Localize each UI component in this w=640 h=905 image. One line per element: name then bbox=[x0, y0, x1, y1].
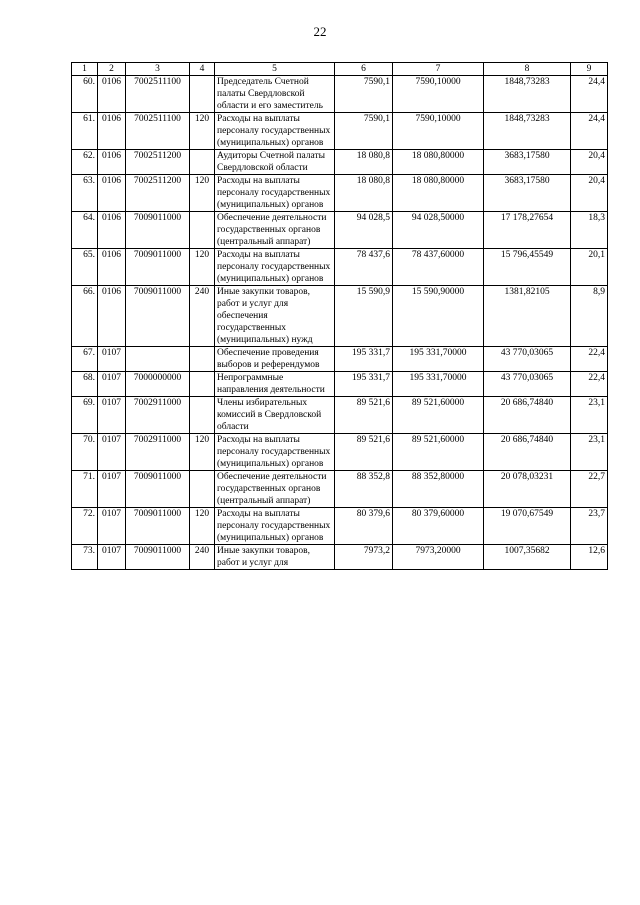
plan-amount-cell: 15 590,9 bbox=[335, 286, 393, 347]
plan-amount-cell: 89 521,6 bbox=[335, 434, 393, 471]
target-code-cell: 7002511200 bbox=[126, 175, 190, 212]
target-code-cell: 7000000000 bbox=[126, 372, 190, 397]
expense-type-cell bbox=[190, 150, 215, 175]
table-row bbox=[72, 372, 608, 397]
expense-type-cell: 240 bbox=[190, 545, 215, 570]
adjusted-amount-cell: 88 352,80000 bbox=[393, 471, 484, 508]
execution-percent-cell: 23,1 bbox=[571, 434, 608, 471]
target-code-cell: 7002511100 bbox=[126, 76, 190, 113]
target-code-cell: 7009011000 bbox=[126, 471, 190, 508]
table-row bbox=[72, 397, 608, 434]
plan-amount-cell: 18 080,8 bbox=[335, 175, 393, 212]
plan-amount-cell: 88 352,8 bbox=[335, 471, 393, 508]
plan-amount-cell: 195 331,7 bbox=[335, 347, 393, 372]
row-number-cell: 69. bbox=[72, 397, 98, 434]
section-code-cell: 0106 bbox=[98, 113, 126, 150]
target-code-cell: 7002511100 bbox=[126, 113, 190, 150]
adjusted-amount-cell: 7973,20000 bbox=[393, 545, 484, 570]
table-row bbox=[72, 545, 608, 570]
section-code-cell: 0107 bbox=[98, 372, 126, 397]
expense-type-cell: 120 bbox=[190, 508, 215, 545]
plan-amount-cell: 89 521,6 bbox=[335, 397, 393, 434]
executed-amount-cell: 17 178,27654 bbox=[484, 212, 571, 249]
row-number-cell: 66. bbox=[72, 286, 98, 347]
row-number-cell: 71. bbox=[72, 471, 98, 508]
row-number-cell: 61. bbox=[72, 113, 98, 150]
item-name-cell: Иные закупки товаров, работ и услуг для bbox=[215, 545, 335, 570]
target-code-cell: 7009011000 bbox=[126, 249, 190, 286]
item-name-cell: Расходы на выплаты персоналу государственных (муниципальных) органов bbox=[215, 113, 335, 150]
page-number: 22 bbox=[313, 24, 327, 39]
row-number-cell: 72. bbox=[72, 508, 98, 545]
expense-type-cell: 240 bbox=[190, 286, 215, 347]
table-row bbox=[72, 434, 608, 471]
row-number-cell: 62. bbox=[72, 150, 98, 175]
target-code-cell: 7009011000 bbox=[126, 286, 190, 347]
execution-percent-cell: 22,7 bbox=[571, 471, 608, 508]
target-code-cell: 7002511200 bbox=[126, 150, 190, 175]
expense-type-cell bbox=[190, 212, 215, 249]
adjusted-amount-cell: 89 521,60000 bbox=[393, 397, 484, 434]
execution-percent-cell: 24,4 bbox=[571, 113, 608, 150]
column-header: 2 bbox=[98, 63, 126, 76]
item-name-cell: Непрограммные направления деятельности bbox=[215, 372, 335, 397]
item-name-cell: Члены избирательных комиссий в Свердловской области bbox=[215, 397, 335, 434]
adjusted-amount-cell: 18 080,80000 bbox=[393, 175, 484, 212]
budget-table bbox=[71, 62, 608, 570]
row-number-cell: 67. bbox=[72, 347, 98, 372]
executed-amount-cell: 1848,73283 bbox=[484, 76, 571, 113]
section-code-cell: 0107 bbox=[98, 508, 126, 545]
section-code-cell: 0107 bbox=[98, 471, 126, 508]
row-number-cell: 64. bbox=[72, 212, 98, 249]
table-header-row bbox=[72, 63, 608, 76]
plan-amount-cell: 94 028,5 bbox=[335, 212, 393, 249]
expense-type-cell bbox=[190, 471, 215, 508]
item-name-cell: Расходы на выплаты персоналу государственных (муниципальных) органов bbox=[215, 508, 335, 545]
column-header: 7 bbox=[393, 63, 484, 76]
plan-amount-cell: 80 379,6 bbox=[335, 508, 393, 545]
executed-amount-cell: 20 686,74840 bbox=[484, 397, 571, 434]
item-name-cell: Обеспечение деятельности государственных органов (центральный аппарат) bbox=[215, 212, 335, 249]
executed-amount-cell: 1381,82105 bbox=[484, 286, 571, 347]
table-row bbox=[72, 347, 608, 372]
column-header: 4 bbox=[190, 63, 215, 76]
adjusted-amount-cell: 94 028,50000 bbox=[393, 212, 484, 249]
executed-amount-cell: 43 770,03065 bbox=[484, 347, 571, 372]
section-code-cell: 0107 bbox=[98, 545, 126, 570]
execution-percent-cell: 20,4 bbox=[571, 175, 608, 212]
adjusted-amount-cell: 7590,10000 bbox=[393, 113, 484, 150]
plan-amount-cell: 195 331,7 bbox=[335, 372, 393, 397]
executed-amount-cell: 20 078,03231 bbox=[484, 471, 571, 508]
executed-amount-cell: 1007,35682 bbox=[484, 545, 571, 570]
execution-percent-cell: 22,4 bbox=[571, 372, 608, 397]
executed-amount-cell: 19 070,67549 bbox=[484, 508, 571, 545]
row-number-cell: 60. bbox=[72, 76, 98, 113]
execution-percent-cell: 23,7 bbox=[571, 508, 608, 545]
item-name-cell: Расходы на выплаты персоналу государственных (муниципальных) органов bbox=[215, 434, 335, 471]
adjusted-amount-cell: 18 080,80000 bbox=[393, 150, 484, 175]
execution-percent-cell: 18,3 bbox=[571, 212, 608, 249]
executed-amount-cell: 1848,73283 bbox=[484, 113, 571, 150]
target-code-cell: 7009011000 bbox=[126, 545, 190, 570]
expense-type-cell: 120 bbox=[190, 175, 215, 212]
row-number-cell: 63. bbox=[72, 175, 98, 212]
executed-amount-cell: 20 686,74840 bbox=[484, 434, 571, 471]
item-name-cell: Расходы на выплаты персоналу государственных (муниципальных) органов bbox=[215, 175, 335, 212]
column-header: 8 bbox=[484, 63, 571, 76]
table-body bbox=[72, 76, 608, 570]
section-code-cell: 0107 bbox=[98, 397, 126, 434]
plan-amount-cell: 7973,2 bbox=[335, 545, 393, 570]
plan-amount-cell: 78 437,6 bbox=[335, 249, 393, 286]
execution-percent-cell: 24,4 bbox=[571, 76, 608, 113]
section-code-cell: 0106 bbox=[98, 286, 126, 347]
section-code-cell: 0106 bbox=[98, 150, 126, 175]
section-code-cell: 0106 bbox=[98, 249, 126, 286]
plan-amount-cell: 7590,1 bbox=[335, 113, 393, 150]
expense-type-cell: 120 bbox=[190, 249, 215, 286]
item-name-cell: Обеспечение проведения выборов и референдумов bbox=[215, 347, 335, 372]
table-row bbox=[72, 76, 608, 113]
adjusted-amount-cell: 195 331,70000 bbox=[393, 347, 484, 372]
section-code-cell: 0106 bbox=[98, 212, 126, 249]
executed-amount-cell: 15 796,45549 bbox=[484, 249, 571, 286]
executed-amount-cell: 3683,17580 bbox=[484, 175, 571, 212]
target-code-cell: 7002911000 bbox=[126, 434, 190, 471]
item-name-cell: Аудиторы Счетной палаты Свердловской области bbox=[215, 150, 335, 175]
item-name-cell: Иные закупки товаров, работ и услуг для обеспечения государственных (муниципальных) нужд bbox=[215, 286, 335, 347]
executed-amount-cell: 3683,17580 bbox=[484, 150, 571, 175]
execution-percent-cell: 22,4 bbox=[571, 347, 608, 372]
row-number-cell: 70. bbox=[72, 434, 98, 471]
table-row bbox=[72, 113, 608, 150]
plan-amount-cell: 18 080,8 bbox=[335, 150, 393, 175]
target-code-cell bbox=[126, 347, 190, 372]
table-row bbox=[72, 508, 608, 545]
expense-type-cell bbox=[190, 372, 215, 397]
item-name-cell: Расходы на выплаты персоналу государственных (муниципальных) органов bbox=[215, 249, 335, 286]
column-header: 1 bbox=[72, 63, 98, 76]
target-code-cell: 7002911000 bbox=[126, 397, 190, 434]
column-header: 6 bbox=[335, 63, 393, 76]
execution-percent-cell: 8,9 bbox=[571, 286, 608, 347]
adjusted-amount-cell: 80 379,60000 bbox=[393, 508, 484, 545]
section-code-cell: 0106 bbox=[98, 76, 126, 113]
column-header: 9 bbox=[571, 63, 608, 76]
item-name-cell: Обеспечение деятельности государственных органов (центральный аппарат) bbox=[215, 471, 335, 508]
adjusted-amount-cell: 78 437,60000 bbox=[393, 249, 484, 286]
adjusted-amount-cell: 15 590,90000 bbox=[393, 286, 484, 347]
plan-amount-cell: 7590,1 bbox=[335, 76, 393, 113]
execution-percent-cell: 20,4 bbox=[571, 150, 608, 175]
target-code-cell: 7009011000 bbox=[126, 508, 190, 545]
target-code-cell: 7009011000 bbox=[126, 212, 190, 249]
row-number-cell: 65. bbox=[72, 249, 98, 286]
execution-percent-cell: 20,1 bbox=[571, 249, 608, 286]
expense-type-cell bbox=[190, 347, 215, 372]
expense-type-cell bbox=[190, 397, 215, 434]
expense-type-cell bbox=[190, 76, 215, 113]
executed-amount-cell: 43 770,03065 bbox=[484, 372, 571, 397]
column-header: 3 bbox=[126, 63, 190, 76]
section-code-cell: 0107 bbox=[98, 434, 126, 471]
expense-type-cell: 120 bbox=[190, 434, 215, 471]
item-name-cell: Председатель Счетной палаты Свердловской области и его заместитель bbox=[215, 76, 335, 113]
execution-percent-cell: 23,1 bbox=[571, 397, 608, 434]
table-row bbox=[72, 212, 608, 249]
section-code-cell: 0106 bbox=[98, 175, 126, 212]
adjusted-amount-cell: 89 521,60000 bbox=[393, 434, 484, 471]
row-number-cell: 68. bbox=[72, 372, 98, 397]
section-code-cell: 0107 bbox=[98, 347, 126, 372]
table-row bbox=[72, 286, 608, 347]
column-header: 5 bbox=[215, 63, 335, 76]
table-row bbox=[72, 150, 608, 175]
execution-percent-cell: 12,6 bbox=[571, 545, 608, 570]
row-number-cell: 73. bbox=[72, 545, 98, 570]
adjusted-amount-cell: 195 331,70000 bbox=[393, 372, 484, 397]
table-row bbox=[72, 471, 608, 508]
expense-type-cell: 120 bbox=[190, 113, 215, 150]
adjusted-amount-cell: 7590,10000 bbox=[393, 76, 484, 113]
table-row bbox=[72, 249, 608, 286]
table-row bbox=[72, 175, 608, 212]
